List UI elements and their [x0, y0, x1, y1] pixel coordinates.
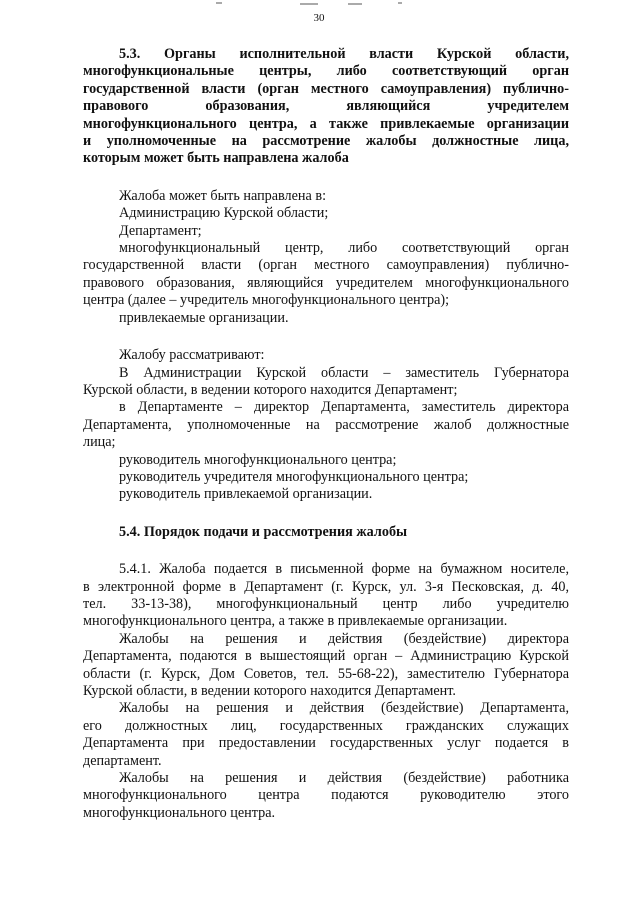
reviewer-item: руководитель многофункционального центра; — [119, 451, 397, 468]
reviewers-intro: Жалобу рассматривают: — [119, 347, 265, 364]
paragraph-line: области (г. Курск, Дом Советов, тел. 55-68-22), заместителю Губернатора — [83, 665, 569, 682]
reviewer-line: в Департаменте – директор Департамента, заместитель директора — [119, 399, 569, 416]
heading-line: многофункциональные центры, либо соответствующий орган — [83, 63, 569, 80]
mfc-line: правового образования, являющийся учредителем многофункционального — [83, 274, 569, 291]
paragraph-mfc-complaints — [83, 770, 569, 822]
heading-line: правового образования, являющийся учредителем — [83, 98, 569, 115]
recipient-mfc — [83, 240, 569, 310]
document-body — [83, 46, 569, 822]
paragraph-line: Департамента, подаются в вышестоящий орган – Администрацию Курской — [83, 648, 569, 665]
heading-line: 5.3. Органы исполнительной власти Курской области, — [119, 46, 569, 62]
complaint-intro: Жалоба может быть направлена в: — [119, 187, 327, 204]
reviewer-line: лица; — [83, 434, 116, 451]
paragraph-5-4-1 — [83, 561, 569, 631]
recipient-item: привлекаемые организации. — [119, 309, 289, 326]
paragraph-line: Жалобы на решения и действия (бездействие) Департамента, — [119, 700, 569, 717]
paragraph-line: многофункционального центра подаются руководителю этого — [83, 787, 569, 804]
recipient-item: Департамент; — [119, 222, 202, 239]
heading-line: многофункционального центра, а также привлекаемые организации — [83, 115, 569, 132]
heading-line: и уполномоченные на рассмотрение жалобы должностные лица, — [83, 133, 569, 150]
paragraph-line: его должностных лиц, государственных гражданских служащих — [83, 717, 569, 734]
paragraph-line: многофункционального центра. — [83, 804, 276, 821]
reviewer-line: В Администрации Курской области – заместитель Губернатора — [119, 364, 569, 381]
paragraph-line: Курской области, в ведении которого находится Департамент. — [83, 683, 456, 699]
recipient-item: Администрацию Курской области; — [119, 205, 329, 222]
reviewer-line: Курской области, в ведении которого находится Департамент; — [83, 381, 458, 398]
section-5-3-heading — [83, 46, 569, 168]
paragraph-director-complaints — [83, 631, 569, 701]
mfc-line: государственной власти (орган местного самоуправления) публично- — [83, 257, 569, 274]
reviewer-item: руководитель привлекаемой организации. — [119, 486, 373, 503]
reviewer-line: Департамента, уполномоченные на рассмотрение жалоб должностные — [83, 416, 569, 433]
reviewer-admin — [83, 365, 569, 400]
paragraph-line: Жалобы на решения и действия (бездействие) работника — [119, 770, 569, 787]
paragraph-line: 5.4.1. Жалоба подается в письменной форме на бумажном носителе, — [119, 561, 569, 578]
reviewer-item: руководитель учредителя многофункционального центра; — [119, 468, 469, 485]
paragraph-line: департамент. — [83, 752, 162, 769]
paragraph-line: Департамента при предоставлении государственных услуг подается в — [83, 735, 569, 752]
paragraph-line: Жалобы на решения и действия (бездействие) директора — [119, 630, 569, 647]
reviewer-department — [83, 399, 569, 451]
paragraph-line: в электронной форме в Департамент (г. Курск, ул. 3-я Песковская, д. 40, — [83, 578, 569, 595]
mfc-line: многофункциональный центр, либо соответствующий орган — [119, 240, 569, 257]
paragraph-line: тел. 33-13-38), многофункциональный центр либо учредителю — [83, 595, 569, 612]
scan-marks — [0, 0, 638, 10]
paragraph-line: многофункционального центра, а также в привлекаемые организации. — [83, 613, 508, 630]
heading-line: государственной власти (орган местного самоуправления) публично- — [83, 80, 569, 97]
page-number: 30 — [313, 12, 325, 24]
paragraph-department-complaints — [83, 700, 569, 770]
mfc-line: центра (далее – учредитель многофункционального центра); — [83, 292, 450, 309]
heading-line: которым может быть направлена жалоба — [83, 150, 349, 167]
section-5-4-heading: 5.4. Порядок подачи и рассмотрения жалобы — [119, 523, 408, 540]
